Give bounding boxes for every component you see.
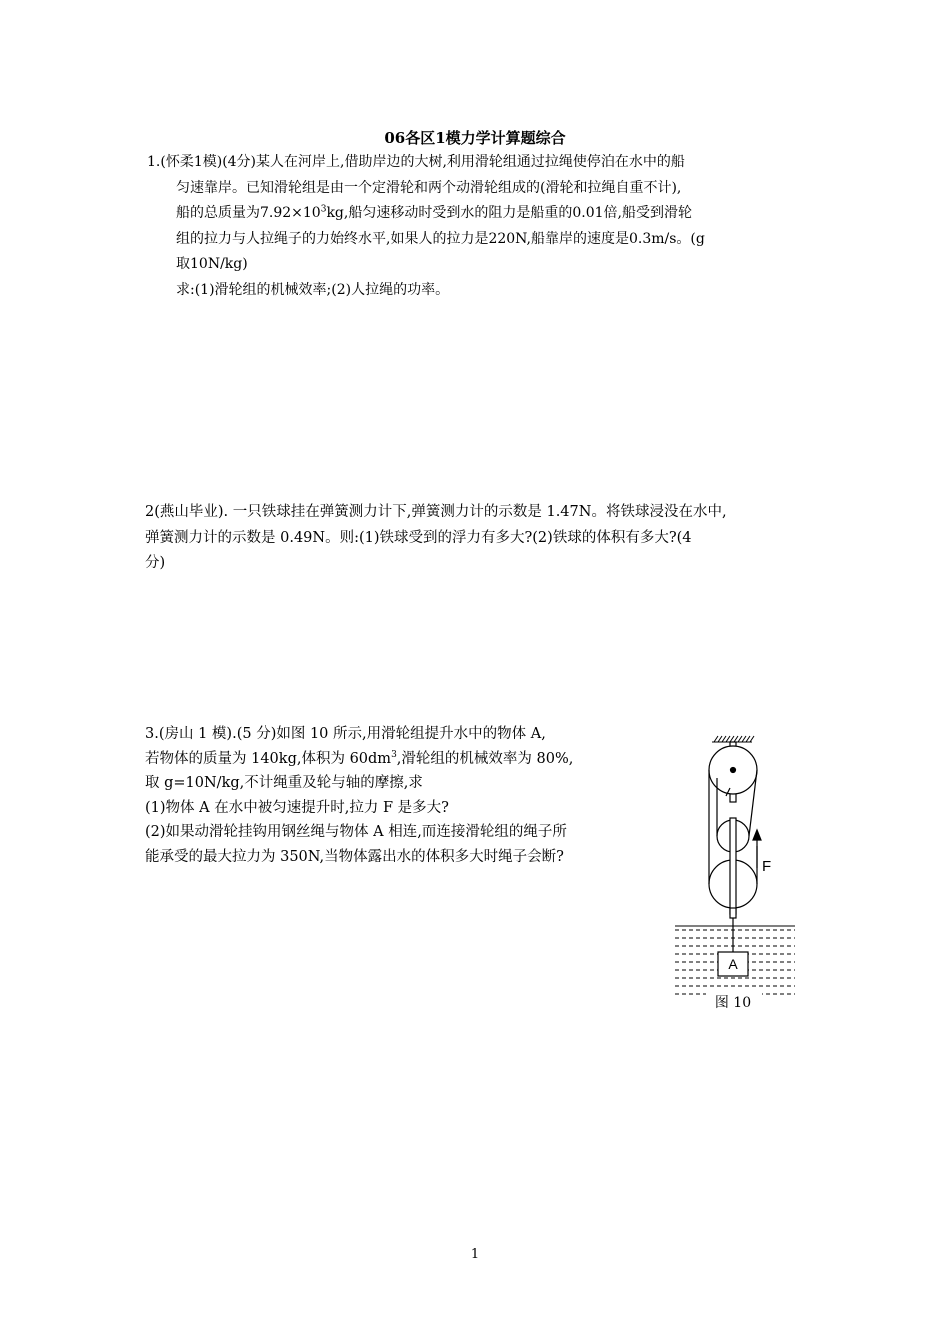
question-1-line: 求:(1)滑轮组的机械效率;(2)人拉绳的功率。	[176, 281, 450, 298]
pulley-diagram	[670, 726, 805, 1016]
pulley-frame	[730, 818, 736, 914]
figure-caption: 图 10	[714, 995, 752, 1011]
page-title: 06各区1模力学计算题综合	[384, 129, 566, 147]
question-3-line	[145, 747, 675, 772]
superscript: 3	[320, 204, 327, 215]
force-arrow	[753, 830, 761, 868]
question-3-line: 能承受的最大拉力为 350N,当物体露出水的体积多大时绳子会断?	[145, 848, 564, 865]
question-3-line: (1)物体 A 在水中被匀速提升时,拉力 F 是多大?	[145, 799, 449, 816]
question-1-line: 1.(怀柔1模)(4分)某人在河岸上,借助岸边的大树,利用滑轮组通过拉绳使停泊在水中的船	[147, 154, 685, 170]
question-2	[145, 500, 815, 577]
question-1-text: kg,船匀速移动时受到水的阻力是船重的0.01倍,船受到滑轮	[326, 205, 692, 221]
question-1-line: 取10N/kg)	[176, 256, 248, 272]
question-3	[145, 722, 675, 869]
question-3-line: 取 g=10N/kg,不计绳重及轮与轴的摩擦,求	[145, 775, 423, 791]
superscript: 3	[391, 749, 397, 760]
question-1-text: 船的总质量为7.92×10	[176, 205, 321, 221]
fixed-pulley	[709, 742, 757, 802]
question-1-line: 组的拉力与人拉绳子的力始终水平,如果人的拉力是220N,船靠岸的速度是0.3m/s。(g	[176, 230, 705, 247]
question-3-text: ,滑轮组的机械效率为 80%,	[396, 750, 574, 767]
page-number: 1	[470, 1247, 480, 1262]
question-2-line: 分)	[145, 555, 166, 571]
question-1-line: 匀速靠岸。已知滑轮组是由一个定滑轮和两个动滑轮组成的(滑轮和拉绳自重不计),	[176, 179, 682, 196]
ceiling-support	[712, 736, 754, 742]
question-2-line: 弹簧测力计的示数是 0.49N。则:(1)铁球受到的浮力有多大?(2)铁球的体积有多大?(4	[145, 529, 692, 546]
force-label: F	[762, 858, 772, 875]
question-1-line	[147, 201, 815, 227]
question-2-line: 2(燕山毕业). 一只铁球挂在弹簧测力计下,弹簧测力计的示数是 1.47N。将铁球浸没在水中,	[145, 504, 727, 520]
question-3-text: 若物体的质量为 140kg,体积为 60dm	[145, 750, 392, 767]
object-label: A	[728, 956, 738, 972]
question-3-line: (2)如果动滑轮挂钩用钢丝绳与物体 A 相连,而连接滑轮组的绳子所	[145, 824, 567, 840]
question-1	[147, 150, 815, 303]
question-3-line: 3.(房山 1 模).(5 分)如图 10 所示,用滑轮组提升水中的物体 A,	[145, 726, 546, 742]
